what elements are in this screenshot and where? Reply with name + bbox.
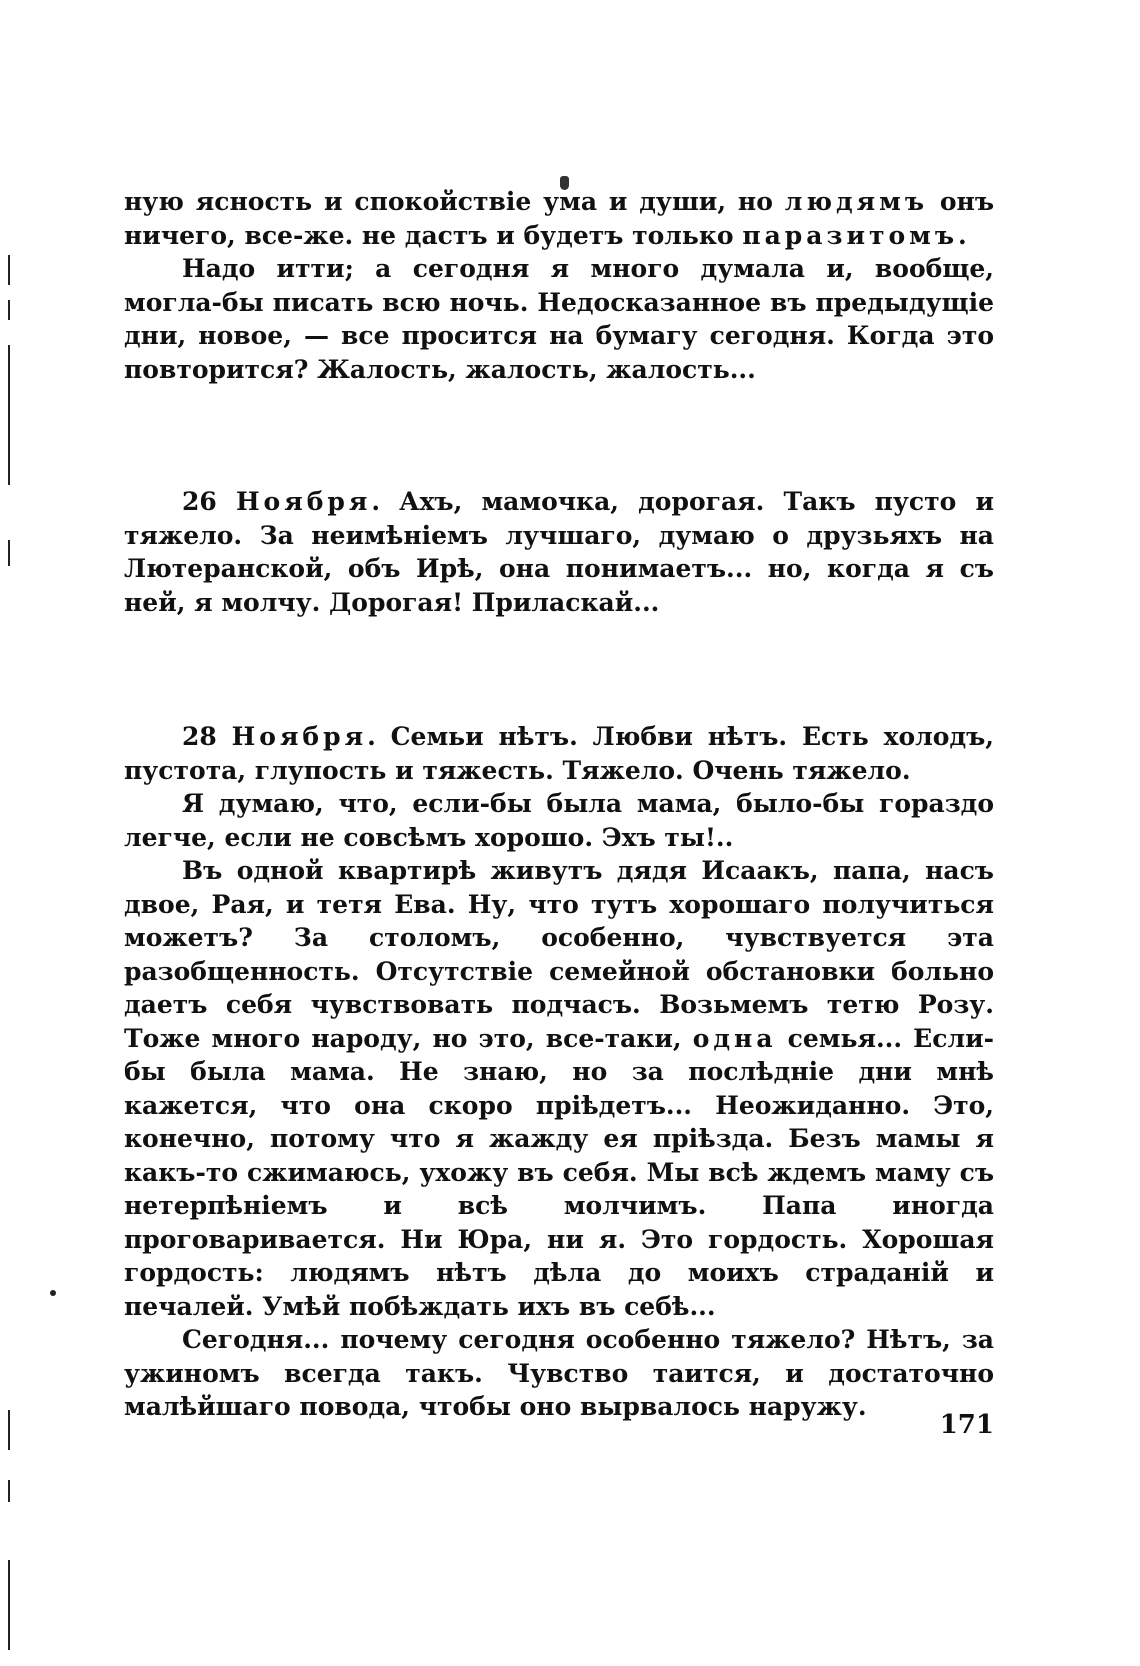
paragraph-text: Въ одной квартирѣ живутъ дядя Исаакъ, папа, насъ двое, Рая, и тетя Ева. Ну, что тутъ хорошаго получиться можетъ? За столомъ, особенно, чувствуется эта разобщенность. Отсутствіе семейной обстановки больно даетъ себя чувствовать подчасъ. Возьмемъ тетю Розу. Тоже много народу, но это, все-таки, [124,856,994,1053]
spaced-emphasis-text: Ноября [235,487,372,516]
paragraph-text: . [958,220,967,250]
scan-edge-line [8,255,10,285]
scan-edge-line [8,540,10,566]
spaced-emphasis-text: одна [692,1023,777,1053]
scan-edge-line [8,1410,10,1450]
entry-continuation [124,185,994,386]
scan-edge-line [8,1480,10,1502]
paragraph-text: 26 [182,487,236,516]
paragraph-text: Надо итти; а сегодня я много думала и, вообще, могла-бы писать всю ночь. Недосказанное въ предыдущіе дни, новое, — все просится на бумагу сегодня. Когда это повторится? Жалость, жалость, жалость... [124,254,994,384]
scan-edge-line [8,300,10,320]
spaced-emphasis-text: людямъ [784,187,929,216]
paragraph-text: Сегодня... почему сегодня особенно тяжело? Нѣтъ, за ужиномъ всегда такъ. Чувство таится, и достаточно малѣйшаго повода, чтобы оно вырвалось наружу. [124,1325,994,1421]
paragraph-text: Я думаю, что, если-бы была мама, было-бы гораздо легче, если не совсѣмъ хорошо. Эхъ ты!.. [124,789,994,852]
page-number: 171 [939,1410,994,1440]
ink-speck [50,1290,56,1296]
entry-28-november [124,720,994,1424]
scan-edge-line [8,1560,10,1650]
paragraph [124,854,994,1323]
scan-edge-line [8,345,10,485]
paragraph-text: семья... Если-бы была мама. Не знаю, но за послѣдніе дни мнѣ кажется, что она скоро пріѣдетъ... Неожиданно. Это, конечно, потому что я жажду ея пріѣзда. Безъ мамы я какъ-то сжимаюсь, ухожу въ себя. Мы всѣ ждемъ маму съ нетерпѣніемъ и всѣ молчимъ. Папа иногда проговаривается. Ни Юра, ни я. Это гордость. Хорошая гордость: людямъ нѣтъ дѣла до моихъ страданій и печалей. Умѣй побѣждать ихъ въ себѣ... [124,1023,994,1321]
paragraph-text: онъ ничего, все-же. не дастъ и будетъ только [124,187,995,250]
paragraph [124,720,994,787]
spaced-emphasis-text: Ноября [231,722,368,751]
paragraph [124,252,994,386]
paragraph-text: 28 [182,722,232,751]
paragraph-text: . Семьи нѣтъ. Любви нѣтъ. Есть холодъ, пустота, глупость и тяжесть. Тяжело. Очень тяжело. [124,722,994,785]
paragraph [124,1323,994,1424]
paragraph [124,485,994,619]
spaced-emphasis-text: паразитомъ [742,220,959,250]
paragraph [124,185,994,252]
paragraph-text: . Ахъ, мамочка, дорогая. Такъ пусто и тяжело. За неимѣніемъ лучшаго, думаю о друзьяхъ на Лютеранской, объ Ирѣ, она понимаетъ... но, когда я съ ней, я молчу. Дорогая! Приласкай... [124,487,994,617]
paragraph [124,787,994,854]
paragraph-text: ную ясность и спокойствіе ума и души, но [124,187,785,216]
entry-26-november [124,485,994,619]
